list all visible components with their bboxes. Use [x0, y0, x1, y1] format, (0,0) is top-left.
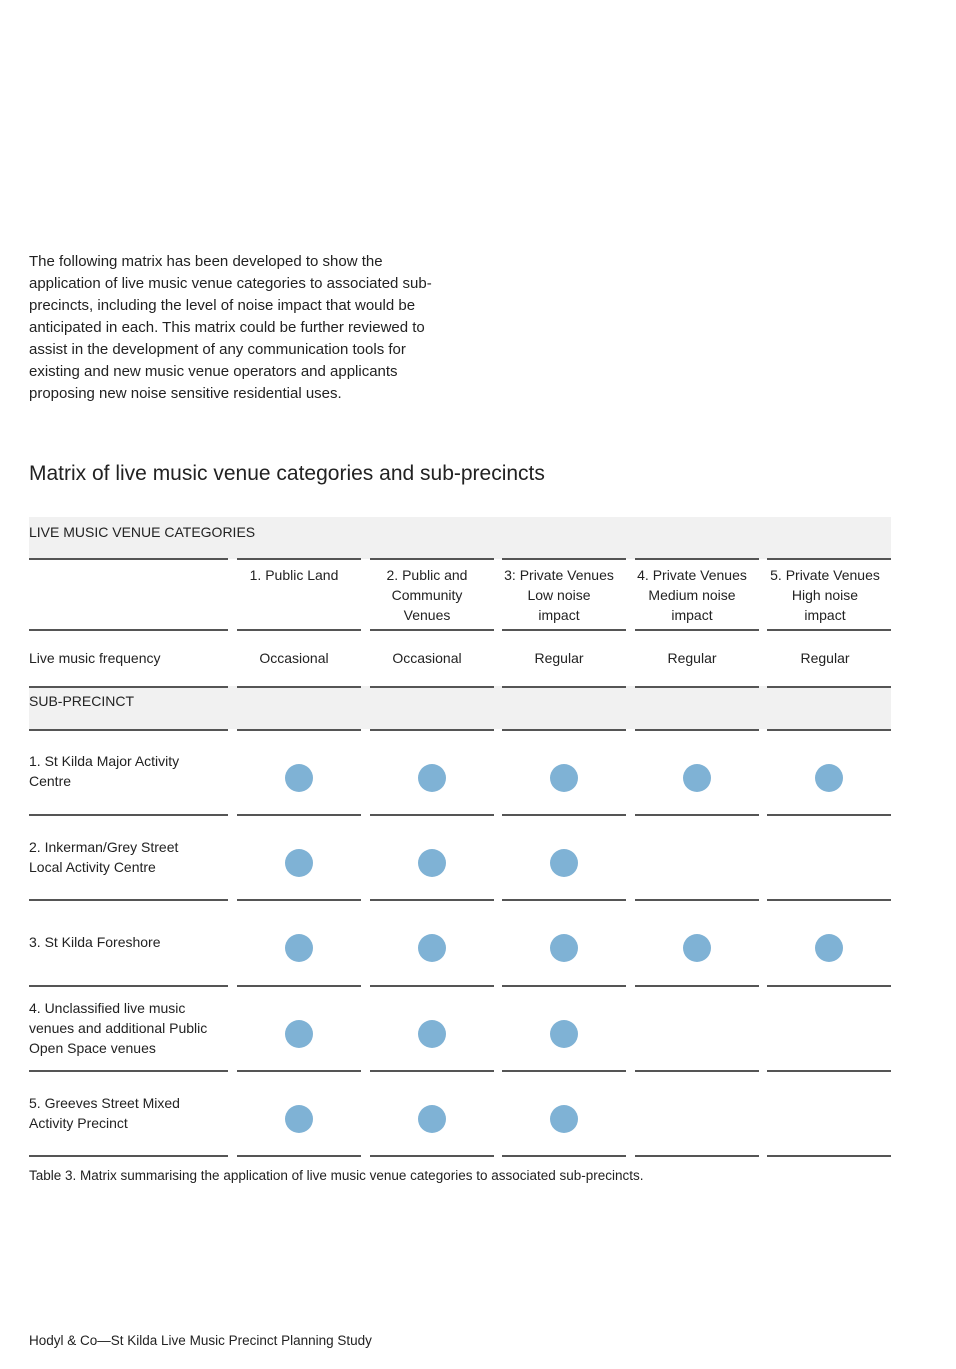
- table-rule: [370, 558, 494, 560]
- applies-dot: [418, 1105, 446, 1133]
- row-label-line: 5. Greeves Street Mixed: [29, 1095, 180, 1111]
- table-rule: [635, 899, 759, 901]
- table-rule: [29, 729, 228, 731]
- column-header-line: Venues: [403, 607, 451, 623]
- applies-dot: [683, 934, 711, 962]
- row-label-line: Centre: [29, 773, 72, 789]
- column-header-line: High noise: [791, 587, 859, 603]
- table-rule: [237, 558, 361, 560]
- frequency-value: Regular: [534, 650, 584, 666]
- table-rule: [370, 1070, 494, 1072]
- column-header-line: 1. Public Land: [249, 567, 339, 583]
- table-rule: [29, 899, 228, 901]
- table-rule: [237, 729, 361, 731]
- row-label: [29, 998, 229, 1058]
- table-rule: [502, 729, 626, 731]
- applies-dot: [418, 849, 446, 877]
- frequency-label: Live music frequency: [29, 650, 161, 666]
- row-label-line: Local Activity Centre: [29, 859, 156, 875]
- column-header-line: 3: Private Venues: [504, 567, 614, 583]
- applies-dot: [418, 934, 446, 962]
- column-header-line: Low noise: [527, 587, 591, 603]
- applies-dot: [815, 764, 843, 792]
- table-rule: [502, 985, 626, 987]
- table-rule: [29, 558, 228, 560]
- row-label: [29, 837, 229, 877]
- table-rule: [29, 686, 228, 688]
- row-label-line: 3. St Kilda Foreshore: [29, 934, 161, 950]
- table-rule: [370, 729, 494, 731]
- table-rule: [635, 686, 759, 688]
- applies-dot: [550, 1105, 578, 1133]
- table-rule: [237, 629, 361, 631]
- intro-paragraph: The following matrix has been developed to show the application of live music venue categories to associated sub-precincts, including the level of noise impact that would be anticipated in each. This matrix could be further reviewed to assist in the development of any communication tools for existing and new music venue operators and applicants proposing new noise sensitive residential uses.: [29, 253, 432, 402]
- applies-dot: [285, 934, 313, 962]
- table-rule: [767, 729, 891, 731]
- column-header: [760, 565, 890, 625]
- column-header-line: 5. Private Venues: [770, 567, 880, 583]
- row-label: [29, 751, 229, 791]
- applies-dot: [285, 849, 313, 877]
- table-rule: [635, 1155, 759, 1157]
- table-caption: Table 3. Matrix summarising the application of live music venue categories to associated sub-precincts.: [29, 1168, 644, 1183]
- table-rule: [767, 1070, 891, 1072]
- table-rule: [370, 1155, 494, 1157]
- table-rule: [767, 1155, 891, 1157]
- table-rule: [767, 814, 891, 816]
- column-header-line: 2. Public and: [386, 567, 468, 583]
- table-rule: [635, 985, 759, 987]
- table-rule: [237, 1155, 361, 1157]
- table-rule: [767, 558, 891, 560]
- frequency-value: Regular: [667, 650, 717, 666]
- table-rule: [502, 899, 626, 901]
- table-rule: [635, 814, 759, 816]
- table-rule: [767, 629, 891, 631]
- applies-dot: [683, 764, 711, 792]
- applies-dot: [550, 1020, 578, 1048]
- page-footer: Hodyl & Co—St Kilda Live Music Precinct Planning Study: [29, 1333, 372, 1348]
- table-rule: [635, 1070, 759, 1072]
- applies-dot: [418, 764, 446, 792]
- table-rule: [767, 686, 891, 688]
- matrix-title: Matrix of live music venue categories and sub-precincts: [29, 462, 545, 485]
- column-header: [362, 565, 492, 625]
- table-rule: [237, 1070, 361, 1072]
- table-rule: [767, 899, 891, 901]
- table-rule: [29, 1070, 228, 1072]
- column-header: [627, 565, 757, 625]
- table-rule: [635, 558, 759, 560]
- column-header: [229, 565, 359, 585]
- table-rule: [370, 899, 494, 901]
- table-rule: [237, 985, 361, 987]
- frequency-value: Occasional: [259, 650, 329, 666]
- column-header-line: impact: [671, 607, 713, 623]
- table-rule: [29, 814, 228, 816]
- row-label-line: Open Space venues: [29, 1040, 156, 1056]
- applies-dot: [550, 764, 578, 792]
- table-rule: [502, 1070, 626, 1072]
- column-header-line: Community: [391, 587, 463, 603]
- table-rule: [29, 985, 228, 987]
- column-header-line: impact: [538, 607, 580, 623]
- table-rule: [502, 814, 626, 816]
- applies-dot: [418, 1020, 446, 1048]
- categories-label: LIVE MUSIC VENUE CATEGORIES: [29, 524, 256, 540]
- sub-precinct-label: SUB-PRECINCT: [29, 693, 135, 709]
- table-rule: [502, 629, 626, 631]
- table-rule: [237, 686, 361, 688]
- applies-dot: [285, 1105, 313, 1133]
- applies-dot: [550, 849, 578, 877]
- table-rule: [370, 629, 494, 631]
- table-rule: [237, 899, 361, 901]
- table-rule: [370, 686, 494, 688]
- row-label-line: 1. St Kilda Major Activity: [29, 753, 180, 769]
- applies-dot: [550, 934, 578, 962]
- applies-dot: [815, 934, 843, 962]
- table-rule: [767, 985, 891, 987]
- table-rule: [29, 629, 228, 631]
- applies-dot: [285, 764, 313, 792]
- column-header: [494, 565, 624, 625]
- column-header-line: impact: [804, 607, 846, 623]
- row-label-line: 4. Unclassified live music: [29, 1000, 186, 1016]
- table-rule: [502, 558, 626, 560]
- table-rule: [502, 686, 626, 688]
- frequency-value: Occasional: [392, 650, 462, 666]
- row-label-line: venues and additional Public: [29, 1020, 208, 1036]
- applies-dot: [285, 1020, 313, 1048]
- table-rule: [237, 814, 361, 816]
- table-rule: [370, 814, 494, 816]
- row-label-line: Activity Precinct: [29, 1115, 128, 1131]
- column-header-line: 4. Private Venues: [637, 567, 747, 583]
- sub-precinct-band: [29, 686, 891, 729]
- table-rule: [635, 629, 759, 631]
- table-rule: [370, 985, 494, 987]
- column-header-line: Medium noise: [648, 587, 736, 603]
- row-label-line: 2. Inkerman/Grey Street: [29, 839, 179, 855]
- table-rule: [635, 729, 759, 731]
- row-label: [29, 932, 229, 952]
- table-rule: [29, 1155, 228, 1157]
- table-rule: [502, 1155, 626, 1157]
- frequency-value: Regular: [800, 650, 850, 666]
- row-label: [29, 1093, 229, 1133]
